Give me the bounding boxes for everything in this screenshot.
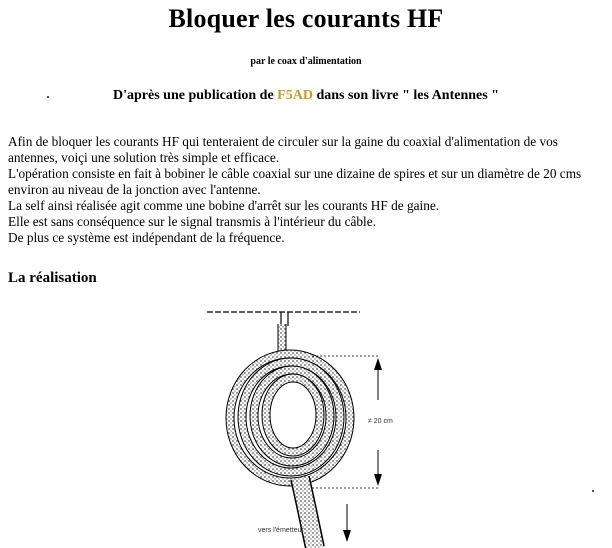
paragraph: De plus ce système est indépendant de la fréquence. — [8, 230, 285, 245]
source-suffix: dans son livre " les Antennes " — [312, 88, 499, 103]
paragraph: La self ainsi réalisée agit comme une bobine d'arrêt sur les courants HF de gaine. — [8, 198, 440, 213]
section-heading: La réalisation — [8, 270, 97, 286]
paragraph: L'opération consiste en fait à bobiner le câble coaxial sur une dizaine de spires et sur un diamètre de 20 cms environ au niveau de la jonction avec l'antenne. — [8, 166, 582, 197]
coax-feed-bottom — [300, 478, 315, 548]
source-prefix: D'après une publication de — [113, 88, 278, 103]
page-subtitle: par le coax d'alimentation — [250, 56, 362, 67]
page-title: Bloquer les courants HF — [168, 4, 444, 33]
paragraph: Elle est sans conséquence sur le signal transmis à l'intérieur du câble. — [8, 214, 376, 229]
coax-choke-diagram — [0, 300, 612, 548]
source-author: F5AD — [277, 88, 313, 103]
dipole-antenna — [207, 312, 360, 326]
paragraph: Afin de bloquer les courants HF qui tenteraient de circuler sur la gaine du coaxial d'alimentation de vos antennes, voiçi une solution très simple et efficace. — [8, 134, 558, 165]
scan-speck — [592, 490, 594, 492]
coax-choke-figure — [0, 300, 612, 548]
source-line — [0, 88, 612, 104]
coax-coil — [230, 354, 350, 482]
transmitter-label: vers l'émetteur — [258, 527, 304, 534]
article-body — [8, 134, 604, 246]
transmitter-arrow — [343, 504, 351, 542]
diameter-label: ≠ 20 cm — [368, 418, 393, 425]
scan-speck — [47, 96, 49, 98]
